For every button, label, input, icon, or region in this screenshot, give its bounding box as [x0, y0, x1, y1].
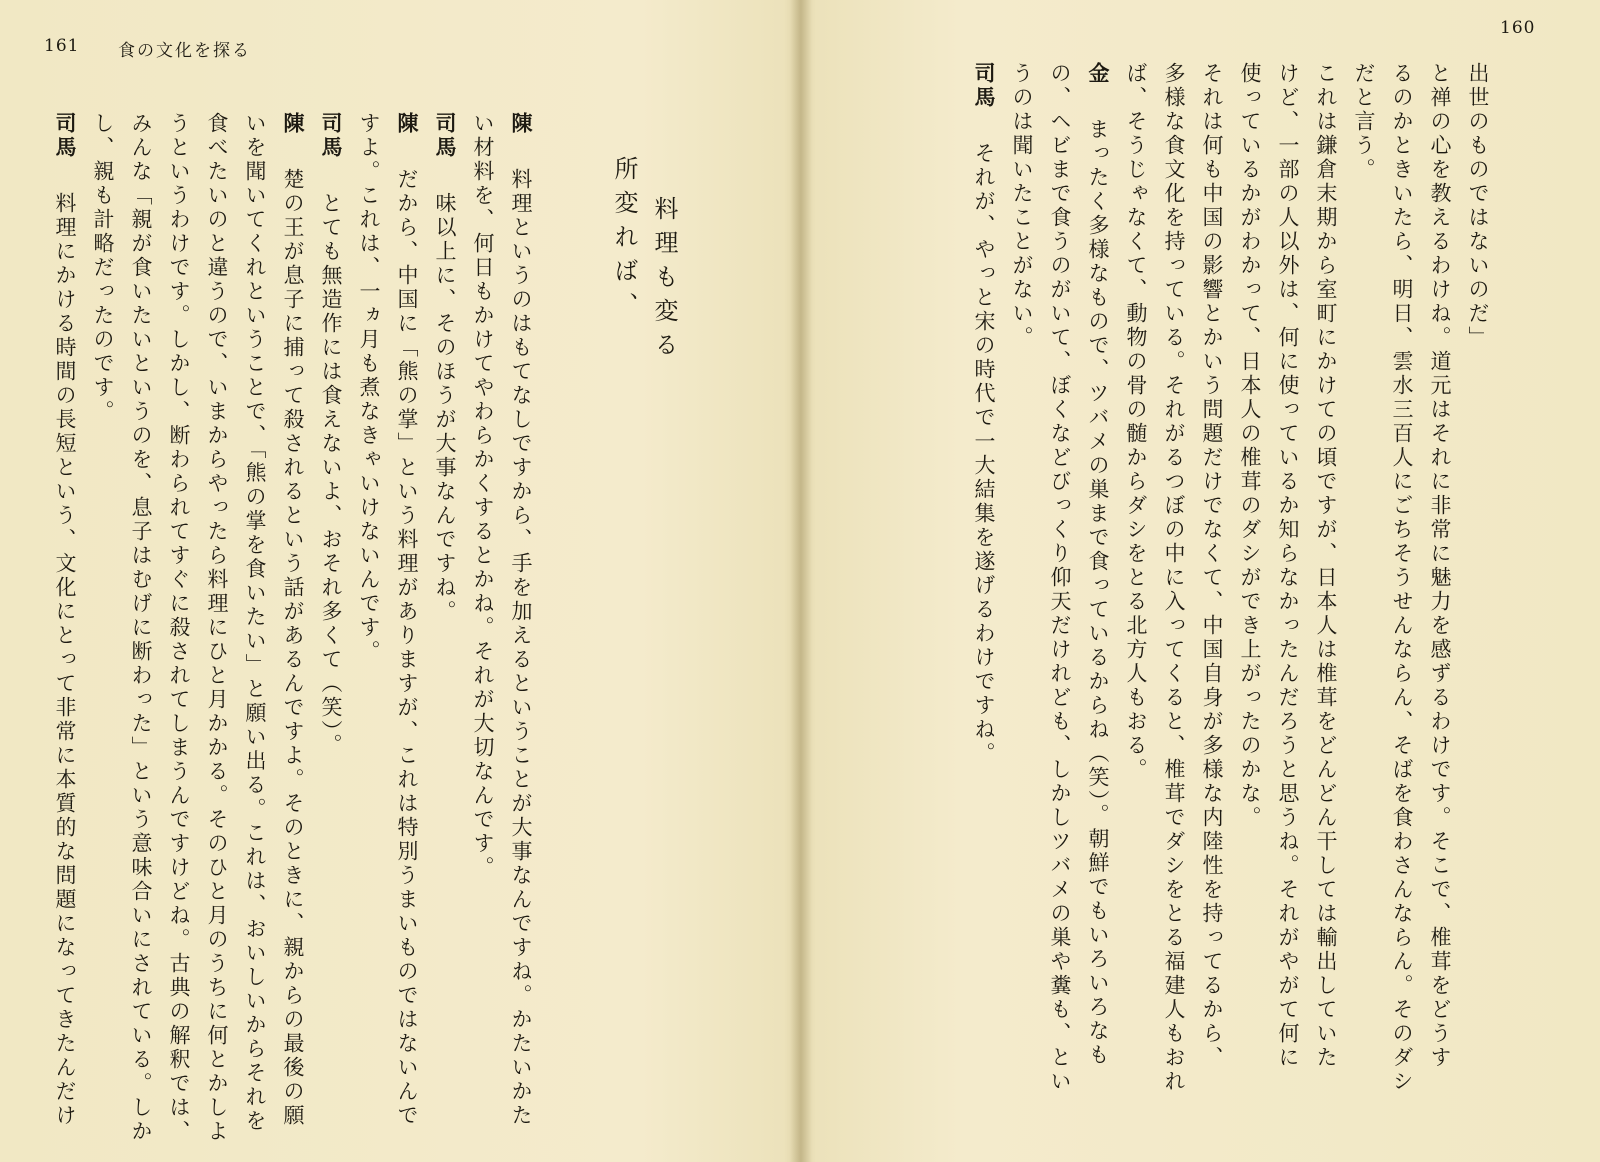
- line-text: けど、一部の人以外は、何に使っているか知らなかったんだろうと思うね。それがやがて何に: [1276, 62, 1300, 1070]
- line-text: まったく多様なもので、ツバメの巣まで食っているからね（笑）。朝鮮でもいろいろなも: [1086, 118, 1110, 1068]
- line-text: ば、そうじゃなくて、動物の骨の髄からダシをとる北方人もおる。: [1124, 62, 1148, 782]
- text-line: [46, 112, 84, 1128]
- right-page-number: 160: [1500, 18, 1536, 38]
- speaker-label: 司馬: [433, 112, 458, 160]
- line-text: 楚の王が息子に捕って殺されるという話があるんですよ。そのときに、親からの最後の願: [281, 168, 305, 1128]
- line-text: だから、中国に「熊の掌」という料理がありますが、これは特別うまいものではないんで: [395, 168, 419, 1128]
- text-line: [274, 112, 312, 1128]
- left-page-body: [46, 112, 540, 1144]
- line-text: い材料を、何日もかけてやわらかくするとかね。それが大切なんです。: [471, 112, 495, 880]
- text-line: [1231, 62, 1269, 1122]
- line-text: 出世のものではないのだ」: [1466, 62, 1490, 350]
- line-text: それは何も中国の影響とかいう問題だけでなくて、中国自身が多様な内陸性を持ってるから、: [1200, 62, 1224, 1070]
- line-text: いを聞いてくれということで、「熊の掌を食いたい」と願い出る。これは、おいしいからそれを: [243, 112, 267, 1134]
- text-line: [502, 112, 540, 1128]
- text-line: [1383, 62, 1421, 1122]
- text-line: [464, 112, 502, 1122]
- speaker-label: 司馬: [319, 112, 344, 160]
- text-line: [350, 112, 388, 1122]
- line-text: それが、やっと宋の時代で一大結集を遂げるわけですね。: [972, 142, 996, 766]
- text-line: [1307, 62, 1345, 1122]
- text-line: [1117, 62, 1155, 1122]
- text-line: [1155, 62, 1193, 1122]
- line-text: これは鎌倉末期から室町にかけての頃ですが、日本人は椎茸をどんどん干しては輸出していた: [1314, 62, 1338, 1070]
- speaker-label: 司馬: [53, 112, 78, 160]
- text-line: [1459, 62, 1497, 1122]
- line-text: 料理というのはもてなしですから、手を加えるということが大事なんですね。かたいかた: [509, 168, 533, 1128]
- speaker-label: 陳: [395, 112, 420, 136]
- left-page: [0, 0, 795, 1162]
- left-page-number: 161: [44, 36, 80, 56]
- speaker-label: 陳: [281, 112, 306, 136]
- line-text: と禅の心を教えるわけね。道元はそれに非常に魅力を感ずるわけです。そこで、椎茸をどうす: [1428, 62, 1452, 1070]
- line-text: 多様な食文化を持っている。それがるつぼの中に入ってくると、椎茸でダシをとる福建人もおれ: [1162, 62, 1186, 1094]
- section-heading: [604, 156, 684, 366]
- line-text: 食べたいのと違うので、いまからやったら料理にひと月かかる。そのひと月のうちに何とかしよ: [205, 112, 229, 1144]
- text-line: [1345, 62, 1383, 1122]
- line-text: し、親も計略だったのです。: [91, 112, 115, 424]
- text-line: [388, 112, 426, 1128]
- text-line: [160, 112, 198, 1144]
- speaker-label: 金: [1086, 62, 1111, 86]
- line-text: うのは聞いたことがない。: [1010, 62, 1034, 350]
- line-text: の、ヘビまで食うのがいて、ぼくなどびっくり仰天だけれども、しかしツバメの巣や糞も、とい: [1048, 62, 1072, 1094]
- line-text: 使っているかがわかって、日本人の椎茸のダシができ上がったのかな。: [1238, 62, 1262, 830]
- line-text: すよ。これは、一ヵ月も煮なきゃいけないんです。: [357, 112, 381, 664]
- line-text: みんな「親が食いたいというのを、息子はむげに断わった」という意味合いにされている。しか: [129, 112, 153, 1144]
- line-text: だと言う。: [1352, 62, 1376, 182]
- text-line: [84, 112, 122, 1122]
- line-text: とても無造作には食えないよ、おそれ多くて（笑）。: [319, 192, 343, 758]
- line-text: るのかときいたら、明日、雲水三百人にごちそうせんならん、そばを食わさんならん。そのダシ: [1390, 62, 1414, 1094]
- heading-line: 料理も変る: [650, 196, 678, 366]
- text-line: [122, 112, 160, 1144]
- line-text: うというわけです。しかし、断わられてすぐに殺されてしまうんですけどね。古典の解釈では、: [167, 112, 191, 1144]
- text-line: [1193, 62, 1231, 1122]
- line-text: 味以上に、そのほうが大事なんですね。: [433, 192, 457, 624]
- text-line: [1421, 62, 1459, 1122]
- text-line: [1269, 62, 1307, 1122]
- text-line: [312, 112, 350, 1122]
- speaker-label: 司馬: [972, 62, 997, 110]
- text-line: [236, 112, 274, 1134]
- line-text: 料理にかける時間の長短という、文化にとって非常に本質的な問題になってきたんだけ: [53, 192, 77, 1128]
- heading-line: 所変れば、: [610, 156, 638, 326]
- text-line: [198, 112, 236, 1144]
- text-line: [426, 112, 464, 1122]
- text-line: [1003, 62, 1041, 1122]
- text-line: [1079, 62, 1117, 1122]
- speaker-label: 陳: [509, 112, 534, 136]
- right-page: [805, 0, 1600, 1162]
- running-head: 食の文化を探る: [118, 41, 251, 61]
- text-line: [965, 62, 1003, 1122]
- text-line: [1041, 62, 1079, 1122]
- right-page-body: [965, 62, 1497, 1122]
